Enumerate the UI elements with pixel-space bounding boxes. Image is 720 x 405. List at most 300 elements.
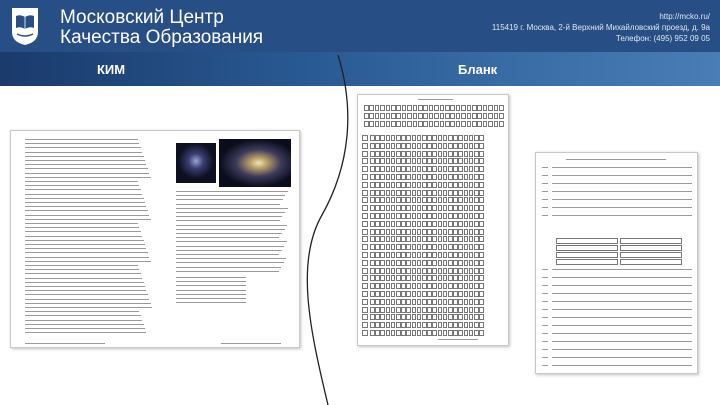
answer-cell <box>443 330 448 336</box>
text-line <box>25 282 144 283</box>
header-cell <box>472 105 477 111</box>
answer-cell <box>380 291 385 297</box>
answer-cell <box>422 260 427 266</box>
answer-cell <box>386 221 391 227</box>
text-line <box>176 216 282 217</box>
answer-cell <box>469 268 474 274</box>
answer-cell <box>443 213 448 219</box>
answer-cell <box>443 299 448 305</box>
text-line <box>176 241 287 242</box>
answer-cell <box>438 182 443 188</box>
header-cell <box>418 113 423 119</box>
header-cell <box>418 121 423 127</box>
text-line <box>176 267 281 268</box>
answer-cell <box>412 135 417 141</box>
answer-cell <box>443 260 448 266</box>
answer-cell <box>386 151 391 157</box>
answer-cell <box>448 158 453 164</box>
answer-cell <box>370 268 375 274</box>
answer-cell <box>427 260 432 266</box>
answer-cell <box>474 252 479 258</box>
answer-cell <box>448 143 453 149</box>
answer-cell <box>464 330 469 336</box>
text-line <box>25 265 138 266</box>
answer-cell <box>427 268 432 274</box>
answer-cell <box>427 291 432 297</box>
text-line <box>25 189 141 190</box>
header-cell <box>483 113 488 119</box>
header-cell <box>364 121 369 127</box>
row-number-cell <box>362 260 368 266</box>
answer-cell <box>453 299 458 305</box>
answer-cell <box>396 260 401 266</box>
write-line <box>552 333 692 334</box>
answer-cell <box>448 221 453 227</box>
answer-cell <box>479 314 484 320</box>
answer-cell <box>386 330 391 336</box>
answer-cell <box>412 268 417 274</box>
answer-cell <box>401 283 406 289</box>
answer-cell <box>458 252 463 258</box>
answer-cell <box>427 322 432 328</box>
text-line <box>176 298 246 299</box>
text-line <box>25 244 145 245</box>
answer-cell <box>386 283 391 289</box>
answer-cell <box>479 151 484 157</box>
answer-cell <box>464 314 469 320</box>
answer-cell <box>386 299 391 305</box>
answer-cell <box>417 190 422 196</box>
info-table-cell <box>620 259 682 265</box>
write-line <box>552 285 692 286</box>
answer-cell <box>417 260 422 266</box>
answer-cell <box>438 236 443 242</box>
answer-cell <box>469 299 474 305</box>
answer-cell <box>370 330 375 336</box>
text-line <box>25 320 142 321</box>
answer-cell <box>391 299 396 305</box>
answer-cell <box>412 307 417 313</box>
text-line <box>176 262 284 263</box>
answer-cell <box>406 174 411 180</box>
text-line <box>25 299 149 300</box>
answer-cell <box>386 213 391 219</box>
info-table-cell <box>620 252 682 258</box>
answer-cell <box>469 283 474 289</box>
answer-cell <box>380 135 385 141</box>
answer-cell <box>396 151 401 157</box>
answer-cell <box>427 158 432 164</box>
answer-cell <box>401 307 406 313</box>
answer-cell <box>469 307 474 313</box>
answer-cell <box>474 190 479 196</box>
answer-cell <box>380 314 385 320</box>
answer-cell <box>417 314 422 320</box>
row-number-cell <box>362 252 368 258</box>
answer-cell <box>375 190 380 196</box>
answer-cell <box>448 236 453 242</box>
row-number-cell <box>362 291 368 297</box>
answer-cell <box>386 174 391 180</box>
label-mark <box>542 191 548 192</box>
answer-cell <box>391 307 396 313</box>
answer-cell <box>412 252 417 258</box>
answer-cell <box>401 213 406 219</box>
answer-cell <box>391 190 396 196</box>
answer-cell <box>380 322 385 328</box>
contact-phone: Телефон: (495) 952 09 05 <box>615 34 710 43</box>
answer-cell <box>401 299 406 305</box>
label-mark <box>542 365 548 366</box>
header-cell <box>499 113 504 119</box>
answer-cell <box>406 236 411 242</box>
answer-cell <box>474 314 479 320</box>
answer-cell <box>474 197 479 203</box>
text-line <box>25 273 141 274</box>
answer-cell <box>422 229 427 235</box>
answer-cell <box>386 197 391 203</box>
answer-cell <box>412 283 417 289</box>
answer-cell <box>438 143 443 149</box>
text-line <box>25 311 139 312</box>
answer-cell <box>370 205 375 211</box>
answer-cell <box>458 190 463 196</box>
answer-cell <box>412 291 417 297</box>
text-line <box>25 315 141 316</box>
answer-cell <box>391 174 396 180</box>
answer-cell <box>474 135 479 141</box>
text-line <box>25 219 151 220</box>
answer-cell <box>432 283 437 289</box>
answer-cell <box>464 275 469 281</box>
header-cell <box>386 113 391 119</box>
answer-cell <box>375 244 380 250</box>
row-number-cell <box>362 143 368 149</box>
answer-cell <box>412 190 417 196</box>
answer-cell <box>422 158 427 164</box>
answer-cell <box>370 322 375 328</box>
answer-cell <box>453 268 458 274</box>
answer-cell <box>401 190 406 196</box>
answer-cell <box>380 252 385 258</box>
header-cell <box>461 113 466 119</box>
answer-cell <box>474 174 479 180</box>
answer-cell <box>443 252 448 258</box>
text-line <box>25 303 151 304</box>
answer-cell <box>375 205 380 211</box>
answer-cell <box>438 307 443 313</box>
answer-cell <box>370 229 375 235</box>
answer-cell <box>427 314 432 320</box>
answer-cell <box>406 213 411 219</box>
answer-cell <box>469 190 474 196</box>
text-line <box>25 328 145 329</box>
text-line <box>25 324 144 325</box>
write-line <box>552 317 692 318</box>
answer-cell <box>427 252 432 258</box>
answer-cell <box>458 244 463 250</box>
answer-cell <box>464 307 469 313</box>
answer-cell <box>406 221 411 227</box>
answer-cell <box>432 307 437 313</box>
answer-cell <box>422 213 427 219</box>
answer-cell <box>401 314 406 320</box>
answer-cell <box>417 221 422 227</box>
label-mark <box>542 285 548 286</box>
header-cell <box>407 105 412 111</box>
text-line <box>176 204 280 205</box>
header-cell <box>369 121 374 127</box>
answer-cell <box>453 330 458 336</box>
answer-cell <box>396 135 401 141</box>
header-cell <box>386 105 391 111</box>
answer-cell <box>380 190 385 196</box>
header-cell <box>413 105 418 111</box>
answer-cell <box>396 221 401 227</box>
answer-cell <box>396 283 401 289</box>
answer-cell <box>453 205 458 211</box>
header-cell <box>488 105 493 111</box>
write-line <box>552 199 692 200</box>
answer-cell <box>479 330 484 336</box>
answer-cell <box>427 143 432 149</box>
answer-cell <box>453 283 458 289</box>
text-line <box>25 147 141 148</box>
header-cell <box>467 113 472 119</box>
answer-cell <box>438 291 443 297</box>
answer-cell <box>396 158 401 164</box>
label-mark <box>542 349 548 350</box>
header-cell <box>407 113 412 119</box>
answer-cell <box>406 158 411 164</box>
text-line <box>176 191 288 192</box>
header-cell <box>434 121 439 127</box>
answer-cell <box>375 330 380 336</box>
answer-cell <box>458 135 463 141</box>
answer-cell <box>396 322 401 328</box>
header-cell <box>429 121 434 127</box>
answer-cell <box>380 166 385 172</box>
text-line <box>25 294 148 295</box>
answer-cell <box>375 307 380 313</box>
header-cell <box>364 113 369 119</box>
answer-cell <box>438 197 443 203</box>
answer-cell <box>469 174 474 180</box>
answer-cell <box>386 268 391 274</box>
answer-cell <box>406 244 411 250</box>
answer-cell <box>479 283 484 289</box>
answer-cell <box>427 221 432 227</box>
row-number-cell <box>362 197 368 203</box>
answer-cell <box>458 275 463 281</box>
row-number-cell <box>362 322 368 328</box>
answer-cell <box>406 197 411 203</box>
answer-cell <box>380 244 385 250</box>
answer-cell <box>406 151 411 157</box>
answer-cell <box>427 205 432 211</box>
header-cell <box>450 105 455 111</box>
answer-cell <box>448 197 453 203</box>
answer-cell <box>375 135 380 141</box>
answer-cell <box>453 260 458 266</box>
answer-cell <box>479 299 484 305</box>
header-cell <box>456 113 461 119</box>
answer-cell <box>412 229 417 235</box>
answer-cell <box>380 229 385 235</box>
answer-cell <box>474 158 479 164</box>
blank-label: Бланк <box>458 62 498 77</box>
text-line <box>176 285 246 286</box>
answer-cell <box>406 252 411 258</box>
text-line <box>25 261 151 262</box>
info-table-cell <box>556 238 618 244</box>
contact-url[interactable]: http://mcko.ru/ <box>659 12 710 21</box>
row-number-cell <box>362 190 368 196</box>
answer-cell <box>448 330 453 336</box>
answer-cell <box>458 322 463 328</box>
answer-cell <box>474 205 479 211</box>
answer-cell <box>443 307 448 313</box>
answer-cell <box>422 236 427 242</box>
row-number-cell <box>362 205 368 211</box>
answer-cell <box>422 166 427 172</box>
answer-cell <box>448 182 453 188</box>
header-cell <box>402 121 407 127</box>
answer-cell <box>443 158 448 164</box>
text-line <box>25 248 146 249</box>
answer-cell <box>380 221 385 227</box>
answer-cell <box>412 221 417 227</box>
text-line <box>25 231 141 232</box>
answer-cell <box>427 174 432 180</box>
answer-cell <box>396 252 401 258</box>
text-line <box>176 281 246 282</box>
answer-cell <box>370 275 375 281</box>
answer-cell <box>479 143 484 149</box>
answer-cell <box>464 143 469 149</box>
answer-cell <box>422 190 427 196</box>
answer-cell <box>380 330 385 336</box>
answer-cell <box>432 322 437 328</box>
label-mark <box>542 325 548 326</box>
answer-cell <box>479 182 484 188</box>
header-cell <box>434 113 439 119</box>
answer-cell <box>448 174 453 180</box>
answer-cell <box>380 283 385 289</box>
answer-cell <box>448 314 453 320</box>
answer-cell <box>474 166 479 172</box>
answer-cell <box>422 307 427 313</box>
answer-cell <box>438 158 443 164</box>
answer-cell <box>448 260 453 266</box>
answer-cell <box>443 151 448 157</box>
header-cell <box>440 113 445 119</box>
answer-cell <box>391 275 396 281</box>
answer-cell <box>474 330 479 336</box>
answer-cell <box>438 151 443 157</box>
info-table-cell <box>556 245 618 251</box>
answer-cell <box>464 151 469 157</box>
answer-cell <box>391 205 396 211</box>
answer-cell <box>479 229 484 235</box>
answer-cell <box>412 322 417 328</box>
answer-cell <box>370 182 375 188</box>
answer-cell <box>375 213 380 219</box>
answer-cell <box>406 275 411 281</box>
answer-cell <box>375 314 380 320</box>
answer-cell <box>375 143 380 149</box>
label-mark <box>542 317 548 318</box>
write-line <box>552 325 692 326</box>
answer-cell <box>370 158 375 164</box>
answer-cell <box>406 291 411 297</box>
answer-cell <box>396 205 401 211</box>
header-cell <box>494 105 499 111</box>
answer-cell <box>464 174 469 180</box>
answer-cell <box>386 307 391 313</box>
header-cell <box>375 121 380 127</box>
header-cell <box>364 105 369 111</box>
answer-cell <box>464 158 469 164</box>
answer-cell <box>432 143 437 149</box>
answer-cell <box>474 182 479 188</box>
text-line <box>25 198 144 199</box>
answer-cell <box>417 236 422 242</box>
text-line <box>176 246 284 247</box>
answer-cell <box>375 299 380 305</box>
answer-cell <box>406 135 411 141</box>
answer-cell <box>474 236 479 242</box>
answer-cell <box>375 174 380 180</box>
header-cell <box>434 105 439 111</box>
header-cell <box>391 113 396 119</box>
answer-cell <box>448 229 453 235</box>
answer-cell <box>396 307 401 313</box>
answer-cell <box>375 197 380 203</box>
answer-cell <box>469 236 474 242</box>
answer-cell <box>417 283 422 289</box>
text-line <box>176 208 288 209</box>
answer-cell <box>479 190 484 196</box>
row-number-cell <box>362 158 368 164</box>
write-line <box>552 167 692 168</box>
write-line <box>552 207 692 208</box>
answer-cell <box>375 322 380 328</box>
text-line <box>25 185 139 186</box>
answer-cell <box>406 283 411 289</box>
answer-cell <box>406 143 411 149</box>
answer-cell <box>391 268 396 274</box>
header-cell <box>380 121 385 127</box>
answer-cell <box>432 268 437 274</box>
answer-cell <box>396 244 401 250</box>
answer-cell <box>474 213 479 219</box>
answer-cell <box>432 197 437 203</box>
answer-cell <box>458 174 463 180</box>
write-line <box>552 349 692 350</box>
answer-cell <box>417 182 422 188</box>
header-cell <box>472 113 477 119</box>
text-line <box>176 225 287 226</box>
answer-cell <box>432 158 437 164</box>
answer-cell <box>458 330 463 336</box>
answer-cell <box>401 158 406 164</box>
text-line <box>25 164 146 165</box>
answer-cell <box>474 268 479 274</box>
answer-cell <box>386 158 391 164</box>
text-line <box>176 290 246 291</box>
text-line <box>25 156 144 157</box>
